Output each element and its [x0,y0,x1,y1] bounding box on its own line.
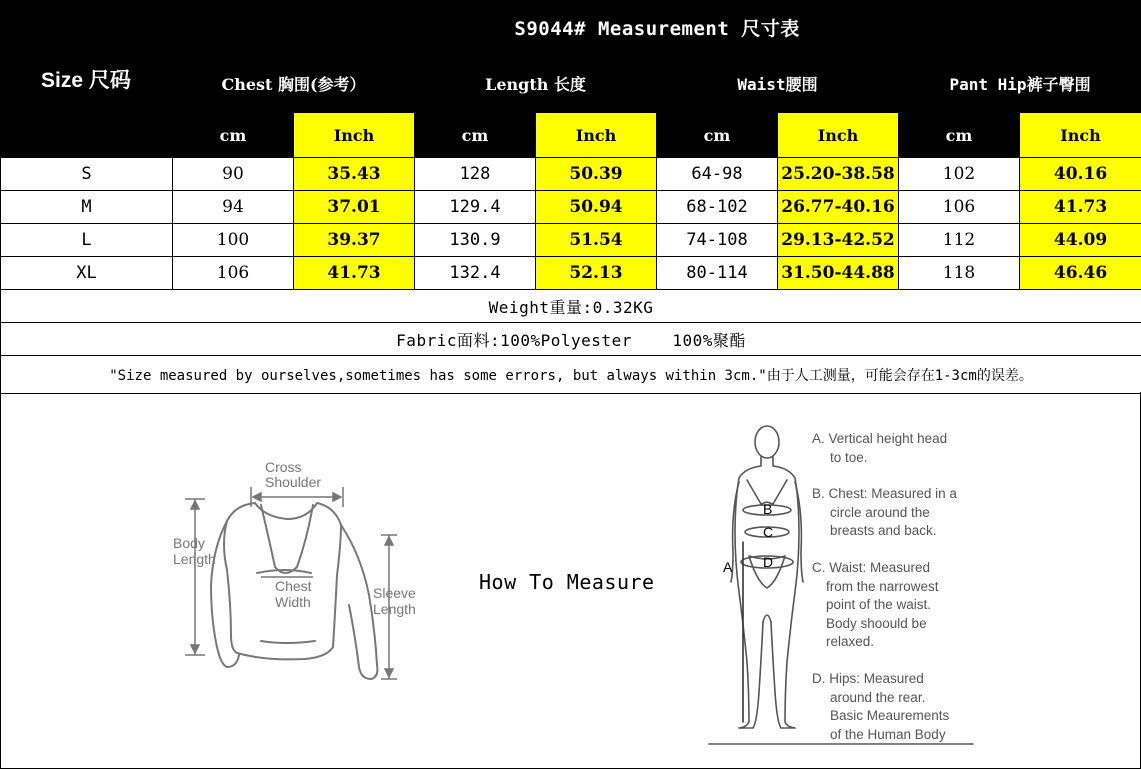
unit-inch: Inch [294,113,415,158]
desc-c-line-5: relaxed. [826,634,875,649]
chest-cm: 90 [173,158,294,191]
size-label: S [1,158,173,191]
hip-cm: 118 [899,257,1020,290]
desc-b-line-1: Chest: Measured in a [828,486,957,501]
weight-info: Weight重量:0.32KG [1,290,1141,323]
waist-inch: 29.13-42.52 [778,224,899,257]
desc-a-letter: A. [812,431,825,446]
waist-cm: 68-102 [657,191,778,224]
desc-a-line-2: to toe. [830,449,868,465]
waist-inch: 26.77-40.16 [778,191,899,224]
waist-inch: 31.50-44.88 [778,257,899,290]
desc-b [812,485,957,541]
waist-inch: 25.20-38.58 [778,158,899,191]
length-cm: 129.4 [415,191,536,224]
length-inch: 50.39 [536,158,657,191]
chest-inch: 35.43 [294,158,415,191]
hip-cm: 112 [899,224,1020,257]
waist-cm: 64-98 [657,158,778,191]
table-row [1,224,1141,257]
hip-inch: 44.09 [1020,224,1141,257]
hip-cm: 102 [899,158,1020,191]
unit-inch: Inch [536,113,657,158]
unit-cm: cm [657,113,778,158]
length-cm: 130.9 [415,224,536,257]
length-cm: 132.4 [415,257,536,290]
desc-c-line-2: from the narrowest [826,578,939,594]
hip-inch: 46.46 [1020,257,1141,290]
desc-c-letter: C. [812,560,826,575]
desc-a-line-1: Vertical height head [828,431,948,446]
desc-d-line-2: around the rear. [830,689,926,705]
body-length-label-1: Body [173,535,205,551]
table-row [1,191,1141,224]
unit-cm: cm [173,113,294,158]
desc-c [812,559,939,652]
desc-d-line-4: of the Human Body [830,726,946,742]
chest-inch: 39.37 [294,224,415,257]
hip-inch: 40.16 [1020,158,1141,191]
size-label: L [1,224,173,257]
group-header-waist: Waist腰围 [657,54,899,113]
chest-cm: 100 [173,224,294,257]
desc-d-letter: D. [812,671,826,686]
chart-title: S9044# Measurement 尺寸表 [173,1,1141,54]
length-cm: 128 [415,158,536,191]
length-inch: 50.94 [536,191,657,224]
how-to-measure-title: How To Measure [479,570,655,594]
body-letter-d: D [763,554,774,570]
hip-inch: 41.73 [1020,191,1141,224]
chest-width-label-2: Width [275,594,311,610]
desc-c-line-4: Body shoould be [826,615,927,631]
group-header-length: Length 长度 [415,54,657,113]
desc-a [812,430,947,467]
garment-measure-diagram [165,455,430,690]
fabric-info: Fabric面料:100%Polyester 100%聚酯 [1,323,1141,356]
chest-inch: 41.73 [294,257,415,290]
size-column-header: Size 尺码 [1,1,173,158]
body-letter-b: B [763,501,773,517]
body-length-label-2: Length [173,551,216,567]
chest-inch: 37.01 [294,191,415,224]
length-inch: 52.13 [536,257,657,290]
desc-b-letter: B. [812,486,825,501]
measurement-note: "Size measured by ourselves,sometimes has some errors, but always within 3cm."由于人工测量，可能会存在1-3cm的误差。 [1,356,1141,394]
desc-c-line-3: point of the waist. [826,597,932,612]
size-label: XL [1,257,173,290]
group-header-pant-hip: Pant Hip裤子臀围 [899,54,1141,113]
cross-shoulder-label-2: Shoulder [265,474,322,490]
table-row [1,257,1141,290]
table-row [1,158,1141,191]
chest-cm: 106 [173,257,294,290]
sleeve-length-label-2: Length [373,601,416,617]
hip-cm: 106 [899,191,1020,224]
unit-inch: Inch [778,113,899,158]
unit-cm: cm [899,113,1020,158]
chest-width-label-1: Chest [275,578,312,594]
body-letter-c: C [763,524,774,540]
cross-shoulder-label-1: Cross [265,459,302,475]
body-letter-a: A [723,559,733,575]
unit-cm: cm [415,113,536,158]
chest-cm: 94 [173,191,294,224]
desc-b-line-2: circle around the [830,504,930,520]
sleeve-length-label-1: Sleeve [373,585,416,601]
desc-d [812,670,949,744]
desc-d-line-3: Basic Meaurements [830,708,950,723]
waist-cm: 74-108 [657,224,778,257]
group-header-chest: Chest 胸围(参考） [173,54,415,113]
desc-d-line-1: Hips: Measured [829,671,924,686]
desc-b-line-3: breasts and back. [830,523,937,538]
desc-c-line-1: Waist: Measured [829,560,931,575]
length-inch: 51.54 [536,224,657,257]
size-label: M [1,191,173,224]
unit-inch: Inch [1020,113,1141,158]
waist-cm: 80-114 [657,257,778,290]
